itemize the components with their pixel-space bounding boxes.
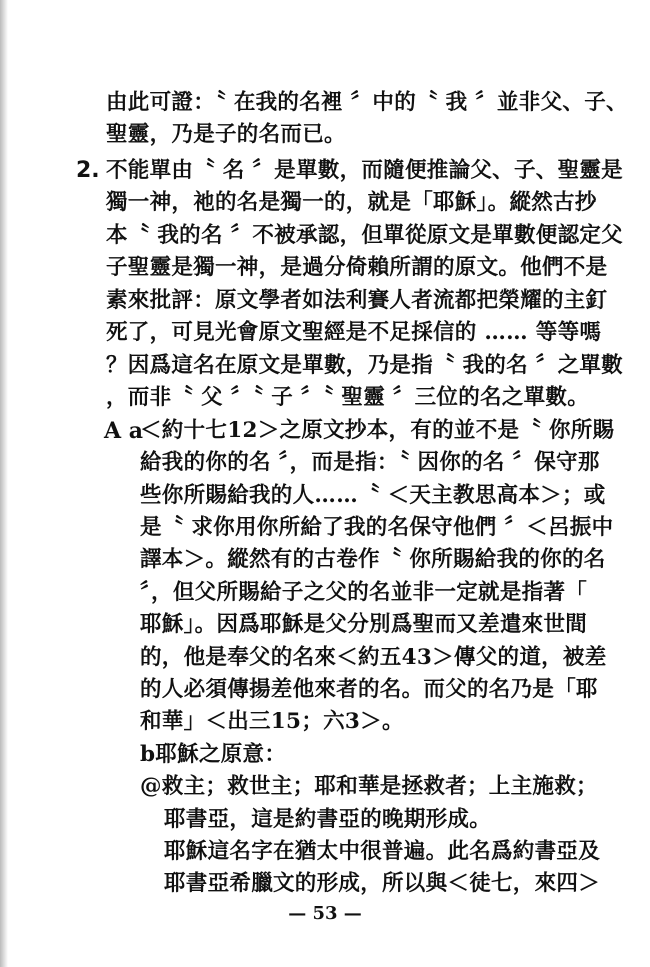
text-line: 是〝 求你用你所給了我的名保守他們 〞＜呂振中 [140, 515, 614, 540]
text-line: 耶穌這名字在猶太中很普遍。此名爲約書亞及 [164, 839, 601, 864]
text-line: 本〝 我的名 〞不被承認，但單從原文是單數便認定父 [106, 223, 623, 248]
text-line: 耶書亞希臘文的形成，所以與＜徒七，來四＞ [164, 871, 601, 896]
page-number: — 53 — [288, 903, 362, 924]
text-line: ，而非〝 父 〞〝 子 〞〝 聖靈 〞三位的名之單數。 [106, 385, 590, 410]
text-line: ＜約十七12＞之原文抄本，有的並不是〝 你所賜 [140, 418, 615, 443]
text-line: 聖靈，乃是子的名而已。 [106, 122, 346, 147]
text-line: 耶穌」。因爲耶穌是父分別爲聖而又差遣來世間 [140, 612, 588, 637]
text-line: 和華」＜出三15；六3＞。 [140, 709, 404, 734]
text-line: 獨一神，祂的名是獨一的，就是「耶穌」。縱然古抄 [106, 190, 597, 215]
list-marker-Aa: A a [104, 418, 143, 444]
text-line: 由此可證：〝 在我的名裡 〞中的〝 我 〞並非父、子、 [106, 90, 628, 115]
text-line: 的，他是奉父的名來＜約五43＞傳父的道，被差 [140, 645, 607, 670]
list-marker-2: 2. [76, 158, 100, 183]
text-line: @救主；救世主；耶和華是拯救者；上主施救； [140, 774, 598, 799]
text-line: 〞，但父所賜給子之父的名並非一定就是指著「 [140, 580, 588, 605]
text-line: 不能單由〝 名 〞是單數，而隨便推論父、子、聖靈是 [106, 158, 623, 183]
text-line: 給我的你的名 〞，而是指：〝 因你的名 〞保守那 [140, 450, 600, 475]
text-line: 耶書亞，這是約書亞的晚期形成。 [164, 807, 492, 832]
text-line: 死了，可見光會原文聖經是不足採信的 …… 等等嗎 [106, 320, 602, 345]
text-line: 譯本＞。縱然有的古卷作〝 你所賜給我的你的名 [140, 547, 606, 572]
text-line: 的人必須傳揚差他來者的名。而父的名乃是「耶 [140, 677, 598, 702]
section-heading: b耶穌之原意： [140, 742, 287, 767]
text-line: 素來批評：原文學者如法利賽人者流都把榮耀的主釘 [106, 288, 608, 313]
page-edge-shadow [0, 0, 8, 967]
text-line: 些你所賜給我的人……〝 ＜天主教思高本＞；或 [140, 483, 606, 508]
text-line: 子聖靈是獨一神，是過分倚賴所謂的原文。他們不是 [106, 255, 608, 280]
text-line: ？因爲這名在原文是單數，乃是指〝 我的名 〞之單數 [106, 353, 623, 378]
